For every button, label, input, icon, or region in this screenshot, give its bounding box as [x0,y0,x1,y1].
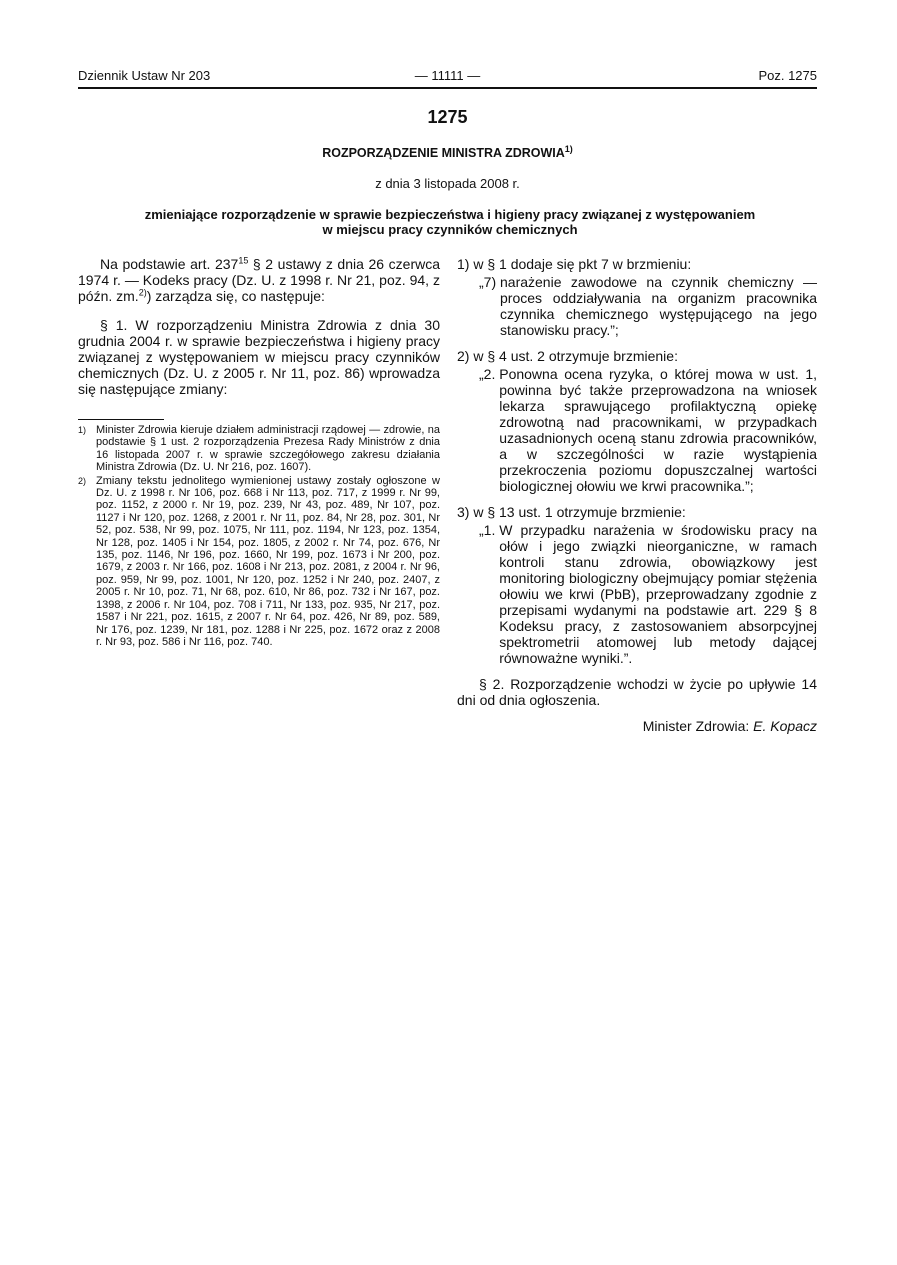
act-subject-line-2: w miejscu pracy czynników chemicznych [322,222,578,237]
quote-text: narażenie zawodowe na czynnik chemiczny — proces oddziaływania na organizm pracownika czynnika chemicznego występującego na jego stanowisku pracy.”; [500,274,817,338]
amendment-lead: 2) w § 4 ust. 2 otrzymuje brzmienie: [457,348,678,364]
amendment-quote [479,522,817,666]
signature [457,718,817,734]
amendment-lead: 3) w § 13 ust. 1 otrzymuje brzmienie: [457,504,686,520]
act-date: z dnia 3 listopada 2008 r. [375,176,520,191]
act-number: 1275 [427,107,468,127]
position-number: Poz. 1275 [758,68,817,83]
quote-mark: „7) [479,274,500,290]
legal-basis-text-3: ) zarządza się, co następuje: [146,288,325,304]
quote-mark: „2. [479,366,500,382]
signature-name: E. Kopacz [753,718,817,734]
footnote-text: Zmiany tekstu jednolitego wymienionej ustawy zostały ogłoszone w Dz. U. z 1998 r. Nr 106, poz. 668 i Nr 113, poz. 717, z 1999 r. Nr 99, poz. 1152, z 2000 r. Nr 19, poz. 239, Nr 43, poz. 489, Nr 107, poz. 1127 i Nr 120, poz. 1268, z 2001 r. Nr 11, poz. 84, Nr 28, poz. 301, Nr 52, poz. 538, Nr 99, poz. 1075, Nr 111, poz. 1194, Nr 123, poz. 1354, Nr 128, poz. 1405 i Nr 154, poz. 1805, z 2002 r. Nr 74, poz. 676, Nr 135, poz. 1146, Nr 196, poz. 1660, Nr 199, poz. 1673 i Nr 200, poz. 1679, z 2003 r. Nr 166, poz. 1608 i Nr 213, poz. 2081, z 2004 r. Nr 96, poz. 959, Nr 99, poz. 1001, Nr 120, poz. 1252 i Nr 240, poz. 2407, z 2005 r. Nr 10, poz. 71, Nr 68, poz. 610, Nr 86, poz. 732 i Nr 167, poz. 1398, z 2006 r. Nr 104, poz. 708 i 711, Nr 133, poz. 935, Nr 217, poz. 1587 i Nr 221, poz. 1615, z 2007 r. Nr 64, poz. 426, Nr 89, poz. 589, Nr 176, poz. 1239, Nr 181, poz. 1288 i Nr 225, poz. 1672 oraz z 2008 r. Nr 93, poz. 586 i Nr 116, poz. 740. [96,474,440,648]
legal-basis-text-2: § 2 ustawy z dnia 26 czerwca 1974 r. — Kodeks pracy (Dz. U. z 1998 r. Nr 21, poz. 94, z późn. zm. [78,256,440,304]
footnote-mark: 1) [78,425,87,435]
header-rule [78,87,817,89]
amendment-lead: 1) w § 1 dodaje się pkt 7 w brzmieniu: [457,256,692,272]
footnote [78,424,440,474]
quote-text: Ponowna ocena ryzyka, o której mowa w ust. 1, powinna być także przeprowadzona na wniosek lekarza sprawującego profilaktyczną opiekę zdrowotną nad pracownikami, w przypadkach uzasadnionych oceną stanu zdrowia pracowników, a w szczególności w razie wystąpienia przekroczenia poziomu dopuszczalnej wartości biologicznej ołowiu we krwi pracownika.”; [499,366,817,494]
amendment-item [457,348,817,494]
act-title-text: ROZPORZĄDZENIE MINISTRA ZDROWIA [322,146,565,160]
signature-role: Minister Zdrowia: [642,718,754,734]
running-header [78,68,817,84]
left-column [78,256,440,649]
act-subject-line-1: zmieniające rozporządzenie w sprawie bezpieczeństwa i higieny pracy związanej z występowaniem [144,207,756,222]
page-number: — 11111 — [414,68,481,83]
legal-basis [78,256,440,304]
act-subject [100,207,800,237]
journal-name: Dziennik Ustaw Nr 203 [78,68,211,83]
footnote-text: Minister Zdrowia kieruje działem administracji rządowej — zdrowie, na podstawie § 1 ust. 2 rozporządzenia Prezesa Rady Ministrów z dnia 16 listopada 2007 r. w sprawie szczegółowego zakresu działania Ministra Zdrowia (Dz. U. Nr 216, poz. 1607). [96,424,440,474]
paragraph-2: § 2. Rozporządzenie wchodzi w życie po upływie 14 dni od dnia ogłoszenia. [457,676,817,708]
quote-text: W przypadku narażenia w środowisku pracy na ołów i jego związki nieorganiczne, w ramach kontroli stanu zdrowia, obowiązkowy jest monitoring biologiczny obejmujący pomiar stężenia ołowiu we krwi (PbB), przeprowadzany zgodnie z przepisami wydanymi na podstawie art. 229 § 8 Kodeksu pracy, z zastosowaniem absorpcyjnej spektrometrii atomowej lub metody dającej równoważne wyniki.”. [499,522,817,666]
footnote [78,475,440,649]
legal-basis-text: Na podstawie art. 237 [100,256,239,272]
amendment-quote [479,274,817,338]
quote-mark: „1. [479,522,500,538]
footnote-ref-2: 2) [138,287,147,298]
paragraph-1: § 1. W rozporządzeniu Ministra Zdrowia z dnia 30 grudnia 2004 r. w sprawie bezpieczeństwa i higieny pracy związanej z występowaniem w miejscu pracy czynników chemicznych (Dz. U. z 2005 r. Nr 11, poz. 86) wprowadza się następujące zmiany: [78,317,440,397]
footnote-ref-1: 1) [564,143,573,154]
article-superscript: 15 [238,255,249,266]
amendment-quote [479,366,817,494]
amendment-item [457,504,817,666]
right-column [457,256,817,734]
footnote-separator [78,419,164,420]
act-title [78,143,817,160]
amendment-item [457,256,817,338]
footnote-mark: 2) [78,475,87,486]
